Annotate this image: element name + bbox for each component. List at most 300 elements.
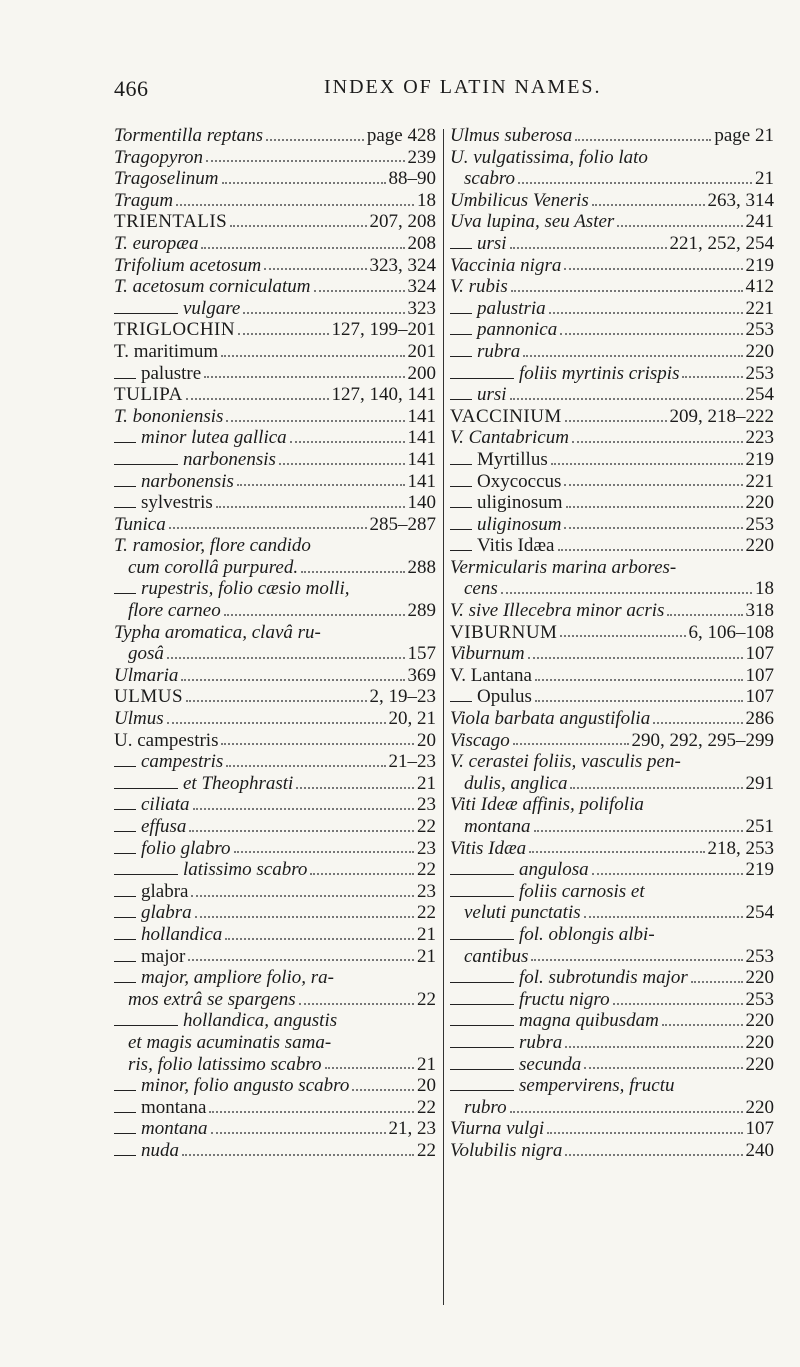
index-entry [450,989,774,1011]
index-entry [114,449,436,471]
entry-term: Tragum [114,189,174,211]
index-entry [114,643,436,665]
dot-leader [296,787,414,789]
entry-term: TRIGLOCHIN [114,319,236,341]
index-entry [114,881,436,903]
dot-leader [513,743,629,745]
entry-term: Typha aromatica, clavâ ru- [114,621,321,643]
entry-term: rubro [464,1096,507,1118]
entry-pages: 21–23 [388,751,436,773]
dot-leader [564,527,742,529]
dot-leader [182,1154,414,1156]
dot-leader [352,1089,414,1091]
entry-term: Viburnum [450,643,525,665]
entry-pages: 220 [745,1096,774,1118]
entry-term: major [141,945,186,967]
dot-leader [558,549,743,551]
entry-term: sylvestris [141,492,213,514]
index-entry [114,859,436,881]
ditto-dash [114,766,136,767]
entry-term: cantibus [464,945,529,967]
entry-pages: 324 [407,276,436,298]
entry-pages: 253 [745,945,774,967]
entry-term: Vermicularis marina arbores- [450,556,677,578]
entry-pages: 288 [407,556,436,578]
entry-term: nuda [141,1139,179,1161]
page-header [114,76,774,106]
ditto-dash [450,1047,514,1048]
entry-term: Opulus [477,686,532,708]
entry-term: pannonica [477,319,558,341]
dot-leader [560,333,742,335]
entry-term: Vitis Idæa [477,535,555,557]
index-entry [450,427,774,449]
entry-term: folio glabro [141,837,231,859]
entry-pages: 141 [407,405,436,427]
entry-pages: 291 [745,772,774,794]
entry-term: Volubilis nigra [450,1139,563,1161]
index-column-right [450,125,774,1162]
entry-term: VIBURNUM [450,621,558,643]
entry-term: rubra [519,1031,563,1053]
entry-pages: 141 [407,448,436,470]
entry-pages: 23 [417,837,436,859]
dot-leader [188,959,414,961]
index-entry [450,773,774,795]
dot-leader [230,225,366,227]
entry-pages: 21 [755,168,774,190]
entry-term: cum corollâ purpured. [128,556,299,578]
index-entry [450,881,774,903]
dot-leader [279,463,405,465]
index-entry [450,1054,774,1076]
entry-pages: 286 [745,708,774,730]
entry-term: Uva lupina, seu Aster [450,211,615,233]
ditto-dash [114,939,136,940]
entry-pages: 254 [745,902,774,924]
dot-leader [565,1046,742,1048]
entry-term: Viscago [450,729,510,751]
entry-term: Tragopyron [114,146,204,168]
entry-term: effusa [141,816,187,837]
entry-term: glabra [141,902,192,924]
index-entry [114,838,436,860]
index-entry [114,1075,436,1097]
dot-leader [535,700,743,702]
ditto-dash [450,1090,514,1091]
index-entry [114,1032,436,1054]
dot-leader [682,376,742,378]
column-divider [443,129,444,1305]
entry-term: flore carneo [128,600,221,622]
ditto-dash [450,313,472,314]
dot-leader [243,312,404,314]
entry-term: campestris [141,751,224,773]
index-entry [450,514,774,536]
entry-pages: 107 [745,1118,774,1140]
index-entry [450,816,774,838]
entry-term: V. rubis [450,276,508,298]
entry-term: magna quibusdam [519,1010,659,1032]
entry-pages: 253 [745,988,774,1010]
ditto-dash [450,464,472,465]
entry-pages: 369 [407,664,436,686]
entry-term: vulgare [183,297,241,319]
index-entry [114,946,436,968]
entry-term: Trifolium acetosum [114,254,262,276]
entry-term: ciliata [141,794,190,816]
entry-pages: 21 [417,1053,436,1075]
index-entry [114,773,436,795]
index-entry [450,255,774,277]
index-entry [114,535,436,557]
entry-pages: 141 [407,470,436,492]
index-entry [114,190,436,212]
entry-pages: 220 [745,967,774,989]
index-entry [450,384,774,406]
dot-leader [691,981,743,983]
dot-leader [222,182,386,184]
dot-leader [314,290,405,292]
entry-term: Tormentilla reptans [114,125,264,146]
index-entry [450,1140,774,1162]
ditto-dash [450,1025,514,1026]
ditto-dash [114,853,136,854]
index-entry [450,578,774,600]
ditto-dash [450,1004,514,1005]
entry-term: T. bononiensis [114,405,224,427]
dot-leader [189,830,414,832]
ditto-dash [450,939,514,940]
entry-pages: 22 [417,1139,436,1161]
entry-pages: 240 [745,1139,774,1161]
index-entry [114,816,436,838]
entry-term: angulosa [519,859,589,881]
entry-pages: 221 [745,470,774,492]
ditto-dash [114,917,136,918]
dot-leader [290,441,405,443]
entry-pages: 23 [417,880,436,902]
entry-term: hollandica [141,923,223,945]
entry-term: V. cerastei foliis, vasculis pen- [450,751,681,773]
ditto-dash [114,464,178,465]
index-entry [450,902,774,924]
entry-pages: 22 [417,1096,436,1118]
entry-pages: 239 [407,146,436,168]
entry-pages: 253 [745,319,774,341]
index-entry [114,1118,436,1140]
entry-pages: 208 [407,232,436,254]
entry-term: fructu nigro [519,988,610,1010]
entry-pages: 20, 21 [388,708,436,730]
index-entry [114,1054,436,1076]
entry-pages: 223 [745,427,774,449]
entry-term: rupestris, folio cæsio molli, [141,578,350,600]
entry-pages: 290, 292, 295–299 [631,729,774,751]
dot-leader [181,679,404,681]
entry-term: Viola barbata angustifolia [450,708,651,730]
dot-leader [169,527,367,529]
index-entry [450,751,774,773]
ditto-dash [114,313,178,314]
entry-pages: 253 [745,362,774,384]
ditto-dash [114,1155,136,1156]
ditto-dash [114,788,178,789]
entry-term: Vitis Idæa [450,837,527,859]
index-entry [114,708,436,730]
entry-term: foliis carnosis et [519,880,645,902]
index-entry [114,471,436,493]
entry-term: narbonensis [183,448,276,470]
dot-leader [592,204,705,206]
dot-leader [310,873,414,875]
entry-term: Umbilicus Veneris [450,189,589,211]
entry-term: montana [464,816,531,837]
entry-pages: page 21 [714,125,774,146]
dot-leader [299,1003,414,1005]
entry-term: uliginosum [477,513,562,535]
index-entry [450,924,774,946]
dot-leader [565,420,667,422]
entry-term: latissimo scabro [183,859,308,881]
dot-leader [564,268,742,270]
dot-leader [501,592,752,594]
entry-pages: 323 [407,297,436,319]
dot-leader [572,441,743,443]
dot-leader [511,290,743,292]
entry-pages: 107 [745,664,774,686]
index-entry [114,211,436,233]
entry-pages: 200 [407,362,436,384]
index-entry [114,1010,436,1032]
index-entry [450,406,774,428]
dot-leader [653,722,742,724]
index-entry [450,622,774,644]
ditto-dash [114,896,136,897]
index-entry [114,622,436,644]
entry-pages: 221, 252, 254 [669,232,774,254]
entry-term: fol. subrotundis major [519,967,688,989]
index-entry [450,967,774,989]
ditto-dash [450,399,472,400]
index-entry [114,255,436,277]
entry-term: ris, folio latissimo scabro [128,1053,322,1075]
entry-pages: 263, 314 [707,189,774,211]
index-entry [450,319,774,341]
entry-pages: 220 [745,492,774,514]
dot-leader [531,959,742,961]
entry-term: et magis acuminatis sama- [128,1031,332,1053]
dot-leader [551,463,743,465]
entry-pages: 220 [745,1053,774,1075]
entry-pages: 254 [745,384,774,406]
entry-pages: 127, 199–201 [331,319,436,341]
ditto-dash [450,1069,514,1070]
index-entry [450,363,774,385]
entry-pages: 209, 218–222 [669,405,774,427]
index-entry [450,535,774,557]
entry-term: VACCINIUM [450,405,562,427]
index-entry [450,471,774,493]
dot-leader [529,851,704,853]
ditto-dash [114,809,136,810]
entry-term: veluti punctatis [464,902,581,924]
dot-leader [565,1154,742,1156]
index-entry [114,233,436,255]
entry-term: uliginosum [477,492,563,514]
index-entry [114,341,436,363]
entry-term: rubra [477,340,521,362]
index-entry [114,578,436,600]
ditto-dash [114,831,136,832]
entry-pages: 219 [745,448,774,470]
index-entry [114,600,436,622]
index-entry [114,492,436,514]
entry-term: minor, folio angusto scabro [141,1075,350,1097]
entry-pages: 22 [417,988,436,1010]
dot-leader [613,1003,743,1005]
dot-leader [510,398,743,400]
dot-leader [193,808,414,810]
ditto-dash [114,593,136,594]
entry-pages: 18 [755,578,774,600]
dot-leader [523,355,742,357]
dot-leader [225,938,414,940]
index-entry [450,298,774,320]
entry-pages: 88–90 [388,168,436,190]
entry-term: montana [141,1118,208,1140]
ditto-dash [114,486,136,487]
entry-term: U. vulgatissima, folio lato [450,146,648,168]
dot-leader [216,506,405,508]
dot-leader [547,1132,742,1134]
index-entry [450,125,774,147]
index-entry [450,211,774,233]
entry-term: Ulmaria [114,664,179,686]
dot-leader [667,614,742,616]
entry-term: Ulmus [114,708,164,730]
index-entry [114,1140,436,1162]
entry-pages: 241 [745,211,774,233]
ditto-dash [114,507,136,508]
dot-leader [534,830,743,832]
entry-term: V. Lantana [450,664,532,686]
entry-term: secunda [519,1053,582,1075]
index-entry [114,147,436,169]
running-title: INDEX OF LATIN NAMES. [324,76,602,98]
dot-leader [584,916,743,918]
dot-leader [234,851,414,853]
ditto-dash [450,896,514,897]
dot-leader [575,139,711,141]
entry-term: Tragoselinum [114,168,219,190]
dot-leader [209,1111,414,1113]
index-entry [114,298,436,320]
index-entry [114,384,436,406]
ditto-dash [450,507,472,508]
ditto-dash [114,961,136,962]
index-entry [114,794,436,816]
entry-term: Viti Ideæ affinis, polifolia [450,794,644,816]
entry-term: glabra [141,880,189,902]
index-entry [114,665,436,687]
dot-leader [186,398,329,400]
index-entry [114,514,436,536]
entry-term: gosâ [128,643,164,665]
dot-leader [195,916,414,918]
index-entry [450,1118,774,1140]
entry-term: palustre [141,362,202,384]
dot-leader [226,765,385,767]
entry-pages: 21 [417,923,436,945]
index-entry [450,686,774,708]
index-entry [450,600,774,622]
dot-leader [560,635,685,637]
entry-term: TULIPA [114,384,183,406]
entry-pages: 20 [417,729,436,751]
entry-term: dulis, anglica [464,772,568,794]
entry-term: fol. oblongis albi- [519,923,655,945]
dot-leader [528,657,743,659]
index-entry [114,276,436,298]
index-entry [450,1075,774,1097]
index-entry [114,967,436,989]
ditto-dash [114,1133,136,1134]
index-entry [114,1097,436,1119]
dot-leader [510,1111,743,1113]
entry-pages: 20 [417,1075,436,1097]
index-entry [114,557,436,579]
index-entry [114,427,436,449]
ditto-dash [114,1025,178,1026]
entry-term: V. sive Illecebra minor acris [450,600,665,622]
entry-term: mos extrâ se spargens [128,988,296,1010]
entry-pages: 107 [745,643,774,665]
dot-leader [662,1024,743,1026]
dot-leader [518,182,752,184]
entry-pages: 251 [745,816,774,837]
page-number: 466 [114,76,149,101]
index-entry [450,1010,774,1032]
entry-pages: 318 [745,600,774,622]
index-entry [450,341,774,363]
dot-leader [566,506,743,508]
index-entry [114,989,436,1011]
entry-pages: 140 [407,492,436,514]
index-entry [114,730,436,752]
ditto-dash [450,550,472,551]
ditto-dash [114,442,136,443]
entry-pages: page 428 [366,125,436,146]
index-entry [114,125,436,147]
entry-term: narbonensis [141,470,234,492]
dot-leader [549,312,743,314]
entry-pages: 141 [407,427,436,449]
entry-term: T. maritimum [114,340,219,362]
entry-term: ursi [477,232,507,254]
dot-leader [224,614,405,616]
ditto-dash [450,874,514,875]
index-entry [450,190,774,212]
dot-leader [264,268,366,270]
dot-leader [221,355,404,357]
entry-term: scabro [464,168,516,190]
entry-pages: 22 [417,902,436,924]
entry-pages: 219 [745,254,774,276]
index-entry [450,276,774,298]
dot-leader [167,722,386,724]
index-entry [450,730,774,752]
